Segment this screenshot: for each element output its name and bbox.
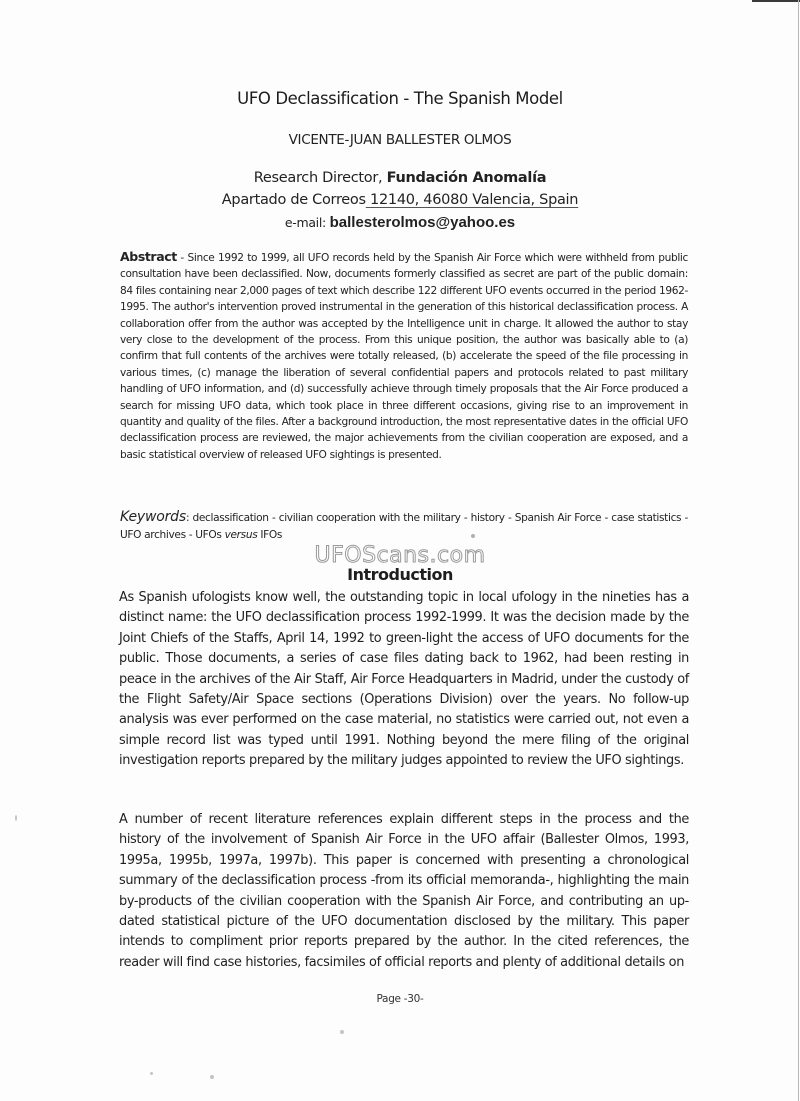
organization-name: Fundación Anomalía: [386, 170, 547, 186]
paper-title: UFO Declassification - The Spanish Model: [237, 89, 563, 108]
scan-speck: [15, 815, 17, 821]
introduction-heading: Introduction: [347, 565, 453, 584]
scan-edge-shadow: [752, 0, 800, 2]
page-number: Page -30-: [376, 993, 424, 1005]
scan-dot: [471, 534, 475, 538]
scan-speck: [150, 1072, 153, 1075]
email-line: [0, 214, 800, 231]
introduction-paragraph: A number of recent literature references explain different steps in the process and the history of the involvement of Spanish Air Force in the UFO affair (Ballester Olmos, 1993, 1995a, 1995b, 1997a, 1997b). This paper is concerned with presenting a chronological summary of the declassification process -from its official memoranda-, highlighting the main by-products of the civilian cooperation with the Spanish Air Force, and contributing an up-dated statistical picture of the UFO documentation disclosed by the military. This paper intends to compliment prior reports prepared by the author. In the cited references, the reader will find case histories, facsimiles of official reports and plenty of additional details on: [119, 812, 689, 970]
email-address: ballesterolmos@yahoo.es: [329, 214, 516, 231]
address-detail: 12140, 46080 Valencia, Spain: [365, 192, 579, 208]
keywords-italic-word: versus: [224, 529, 258, 541]
keywords-text-end: IFOs: [257, 529, 283, 541]
address-prefix: Apartado de Correos: [221, 192, 366, 208]
scan-speck: [340, 1030, 344, 1034]
email-label: e-mail:: [284, 215, 330, 230]
abstract-label: Abstract: [120, 249, 177, 264]
introduction-paragraph: As Spanish ufologists know well, the outstanding topic in local ufology in the nineties has a distinct name: the UFO declassification process 1992-1999. It was the decision made by the Joint Chiefs of the Staffs, April 14, 1992 to green-light the access of UFO documents for the public. Those documents, a series of case files dating back to 1962, had been resting in peace in the archives of the Air Staff, Air Force Headquarters in Madrid, under the custody of the Flight Safety/Air Space sections (Operations Division) over the years. No follow-up analysis was ever performed on the case material, no statistics were carried out, not even a simple record list was typed until 1991. Nothing beyond the mere filing of the original investigation reports prepared by the military judges appointed to review the UFO sightings.: [119, 590, 689, 769]
keywords-text: : declassification - civilian cooperation with the military - history - Spanish Air Force - case statistics - UFO archives - UFOs: [120, 512, 688, 541]
author-role: Research Director,: [253, 170, 387, 186]
scan-speck: [210, 1075, 214, 1079]
affiliation-line: [0, 170, 800, 186]
address-line: [0, 192, 800, 208]
watermark: UFOScans.com: [314, 543, 486, 568]
keywords-label: Keywords: [120, 509, 186, 525]
abstract-text: - Since 1992 to 1999, all UFO records held by the Spanish Air Force which were withheld from public consultation have been declassified. Now, documents formerly classified as secret are part of the public domain: 84 files containing near 2,000 pages of text which describe 122 different UFO events occurred in the period 1962-1995. The author's intervention proved instrumental in the generation of this historical declassification process. A collaboration offer from the author was accepted by the Intelligence unit in charge. It allowed the author to stay very close to the development of the process. From this unique position, the author was basically able to (a) confirm that full contents of the archives were totally released, (b) accelerate the speed of the file processing in various times, (c) manage the liberation of several confidential papers and protocols related to past military handling of UFO information, and (d) successfully achieve through timely proposals that the Air Force produced a search for missing UFO data, which took place in three different occasions, giving rise to an improvement in quantity and quality of the files. After a background introduction, the most representative dates in the official UFO declassification process are reviewed, the major achievements from the civilian cooperation are exposed, and a basic statistical overview of released UFO sightings is presented.: [120, 252, 688, 461]
author-name: VICENTE-JUAN BALLESTER OLMOS: [288, 132, 512, 148]
abstract-block: [120, 249, 688, 463]
keywords-block: [120, 509, 688, 544]
